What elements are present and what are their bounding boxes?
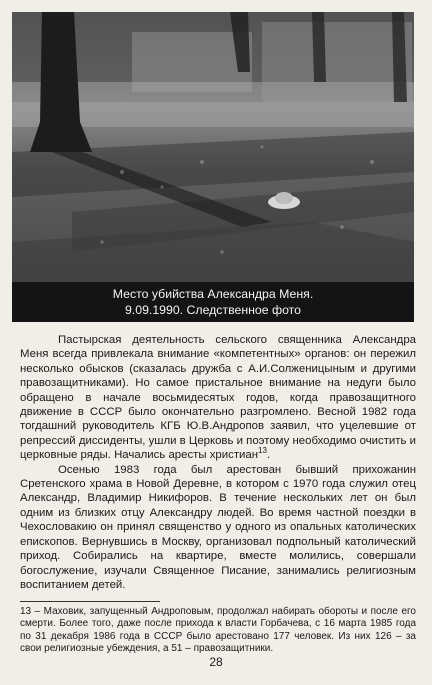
- crime-scene-photo: [12, 12, 414, 282]
- photo-forest-trees-icon: [12, 12, 414, 282]
- paragraph-2: Осенью 1983 года был арестован бывший прихожанин Сретенского храма в Новой Деревне, в котором с 1970 года служил отец Александр, Владимир Никифоров. В течение нескольких лет он был одним из близких отцу Александру людей. Во время частной поездки в Чехословакию он принял священство у одного из опальных католических епископов. Вернувшись в Москву, организовал подпольный католический приход. Собирались на квартире, вместе молились, совершали богослужение, изучали Священное Писание, занимались религиозным воспитанием детей.: [20, 463, 416, 591]
- caption-line-1: Место убийства Александра Меня.: [112, 287, 314, 301]
- photo-caption: [12, 282, 414, 322]
- footnote-13: 13 – Маховик, запущенный Андроповым, продолжал набирать обороты и после его смерти. Более того, даже после прихода к власти Горбачева, с 16 марта 1985 года по 31 декабря 1986 года в СССР было арестовано 177 человек. Из них 126 – за свои религиозные убеждения, а 51 – правозащитники.: [20, 606, 416, 655]
- body-text: [20, 333, 416, 592]
- paragraph-1-end: .: [266, 449, 271, 462]
- footnote-divider: [20, 601, 160, 602]
- paragraph-1: [20, 333, 416, 463]
- footnote-ref-13[interactable]: 13: [258, 446, 267, 456]
- page-number: 28: [209, 655, 223, 669]
- paragraph-1-text: Пастырская деятельность сельского священника Александра Меня всегда привлекала внимание «компетентных» органов: он пережил несколько обысков (сказалась дружба с А.И.Солженицыным и другими правозащитниками). Но самое пристальное внимание на недуги было обращено в начале восьмидесятых годов, когда правозащитного движение в СССР было окончательно разгромлено. Весной 1982 года тогдашний руководитель КГБ Ю.В.Андропов заявил, что уцелевшие от репрессий диссиденты, ушли в Церковь и поэтому необходимо очистить и церковные ряды. Начались аресты христиан: [20, 334, 416, 462]
- caption-line-2: 9.09.1990. Следственное фото: [124, 303, 302, 317]
